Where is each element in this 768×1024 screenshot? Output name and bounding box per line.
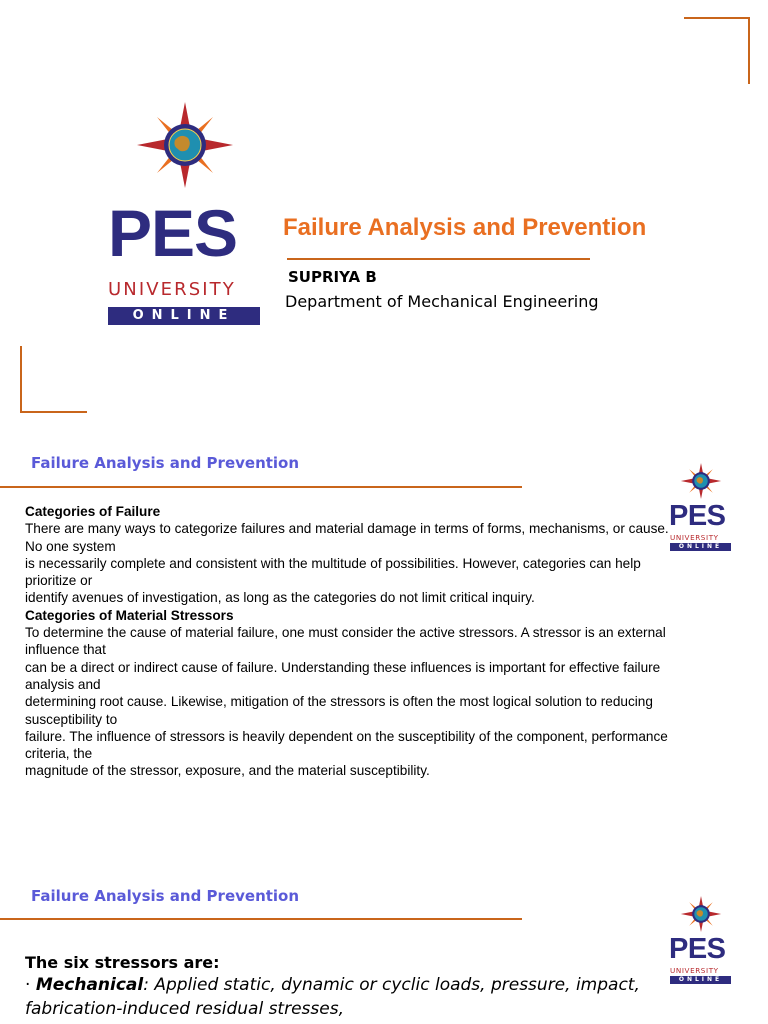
bullet-marker: · bbox=[25, 975, 31, 995]
pes-university-logo-small bbox=[668, 462, 734, 552]
compass-globe-icon bbox=[680, 895, 722, 933]
corner-decoration-bottom-left bbox=[20, 346, 22, 413]
pes-university-logo-large bbox=[108, 100, 263, 328]
logo-university-text: UNIVERSITY bbox=[670, 533, 719, 542]
body-paragraph: failure. The influence of stressors is heavily dependent on the susceptibility of the component, performance criteria, the bbox=[25, 728, 668, 762]
logo-online-bar: ONLINE bbox=[670, 976, 731, 984]
logo-online-bar: ONLINE bbox=[108, 307, 260, 325]
corner-decoration-top-right bbox=[684, 17, 750, 19]
slide2-header: Failure Analysis and Prevention bbox=[31, 454, 300, 472]
corner-decoration-top-right-vertical bbox=[748, 17, 750, 84]
compass-globe-icon bbox=[135, 100, 235, 190]
logo-pes-text: PES bbox=[669, 500, 726, 532]
logo-university-text: UNIVERSITY bbox=[670, 966, 719, 975]
body-paragraph: determining root cause. Likewise, mitigation of the stressors is often the most logical solution to reducing susceptibility to bbox=[25, 694, 653, 727]
logo-university-text: UNIVERSITY bbox=[108, 279, 236, 300]
body-paragraph: is necessarily complete and consistent with the multitude of possibilities. However, categories can help prioritize or bbox=[25, 555, 641, 589]
stressor-description-continued: fabrication-induced residual stresses, bbox=[25, 999, 344, 1019]
department-name: Department of Mechanical Engineering bbox=[285, 292, 599, 311]
slide3-header: Failure Analysis and Prevention bbox=[31, 887, 300, 905]
logo-pes-text: PES bbox=[669, 933, 726, 965]
slide2-header-rule bbox=[0, 486, 522, 488]
body-paragraph: can be a direct or indirect cause of failure. Understanding these influences is important for effective failure analysis and bbox=[25, 659, 661, 692]
slide3-header-rule bbox=[0, 918, 522, 920]
section-heading: Categories of Failure bbox=[25, 504, 161, 519]
stressor-mechanical bbox=[25, 975, 640, 995]
slide2-body bbox=[25, 503, 670, 780]
section-heading: Categories of Material Stressors bbox=[25, 607, 234, 623]
body-paragraph: There are many ways to categorize failures and material damage in terms of forms, mechanisms, or cause. No one system bbox=[25, 521, 669, 554]
pes-university-logo-small bbox=[668, 895, 734, 985]
compass-globe-icon bbox=[680, 462, 722, 500]
body-paragraph: magnitude of the stressor, exposure, and the material susceptibility. bbox=[25, 763, 430, 779]
stressors-heading: The six stressors are: bbox=[25, 953, 220, 972]
stressor-description: : Applied static, dynamic or cyclic loads, pressure, impact, bbox=[143, 975, 640, 995]
stressor-label: Mechanical bbox=[35, 975, 144, 995]
body-paragraph: To determine the cause of material failure, one must consider the active stressors. A stressor is an external influence that bbox=[25, 625, 666, 658]
presentation-title: Failure Analysis and Prevention bbox=[283, 214, 647, 241]
logo-online-bar: ONLINE bbox=[670, 543, 731, 551]
title-divider bbox=[287, 258, 590, 260]
author-name: SUPRIYA B bbox=[288, 268, 377, 286]
body-paragraph: identify avenues of investigation, as long as the categories do not limit critical inquiry. bbox=[25, 590, 535, 606]
corner-decoration-bottom-left-horizontal bbox=[20, 411, 87, 413]
logo-pes-text: PES bbox=[108, 196, 238, 270]
